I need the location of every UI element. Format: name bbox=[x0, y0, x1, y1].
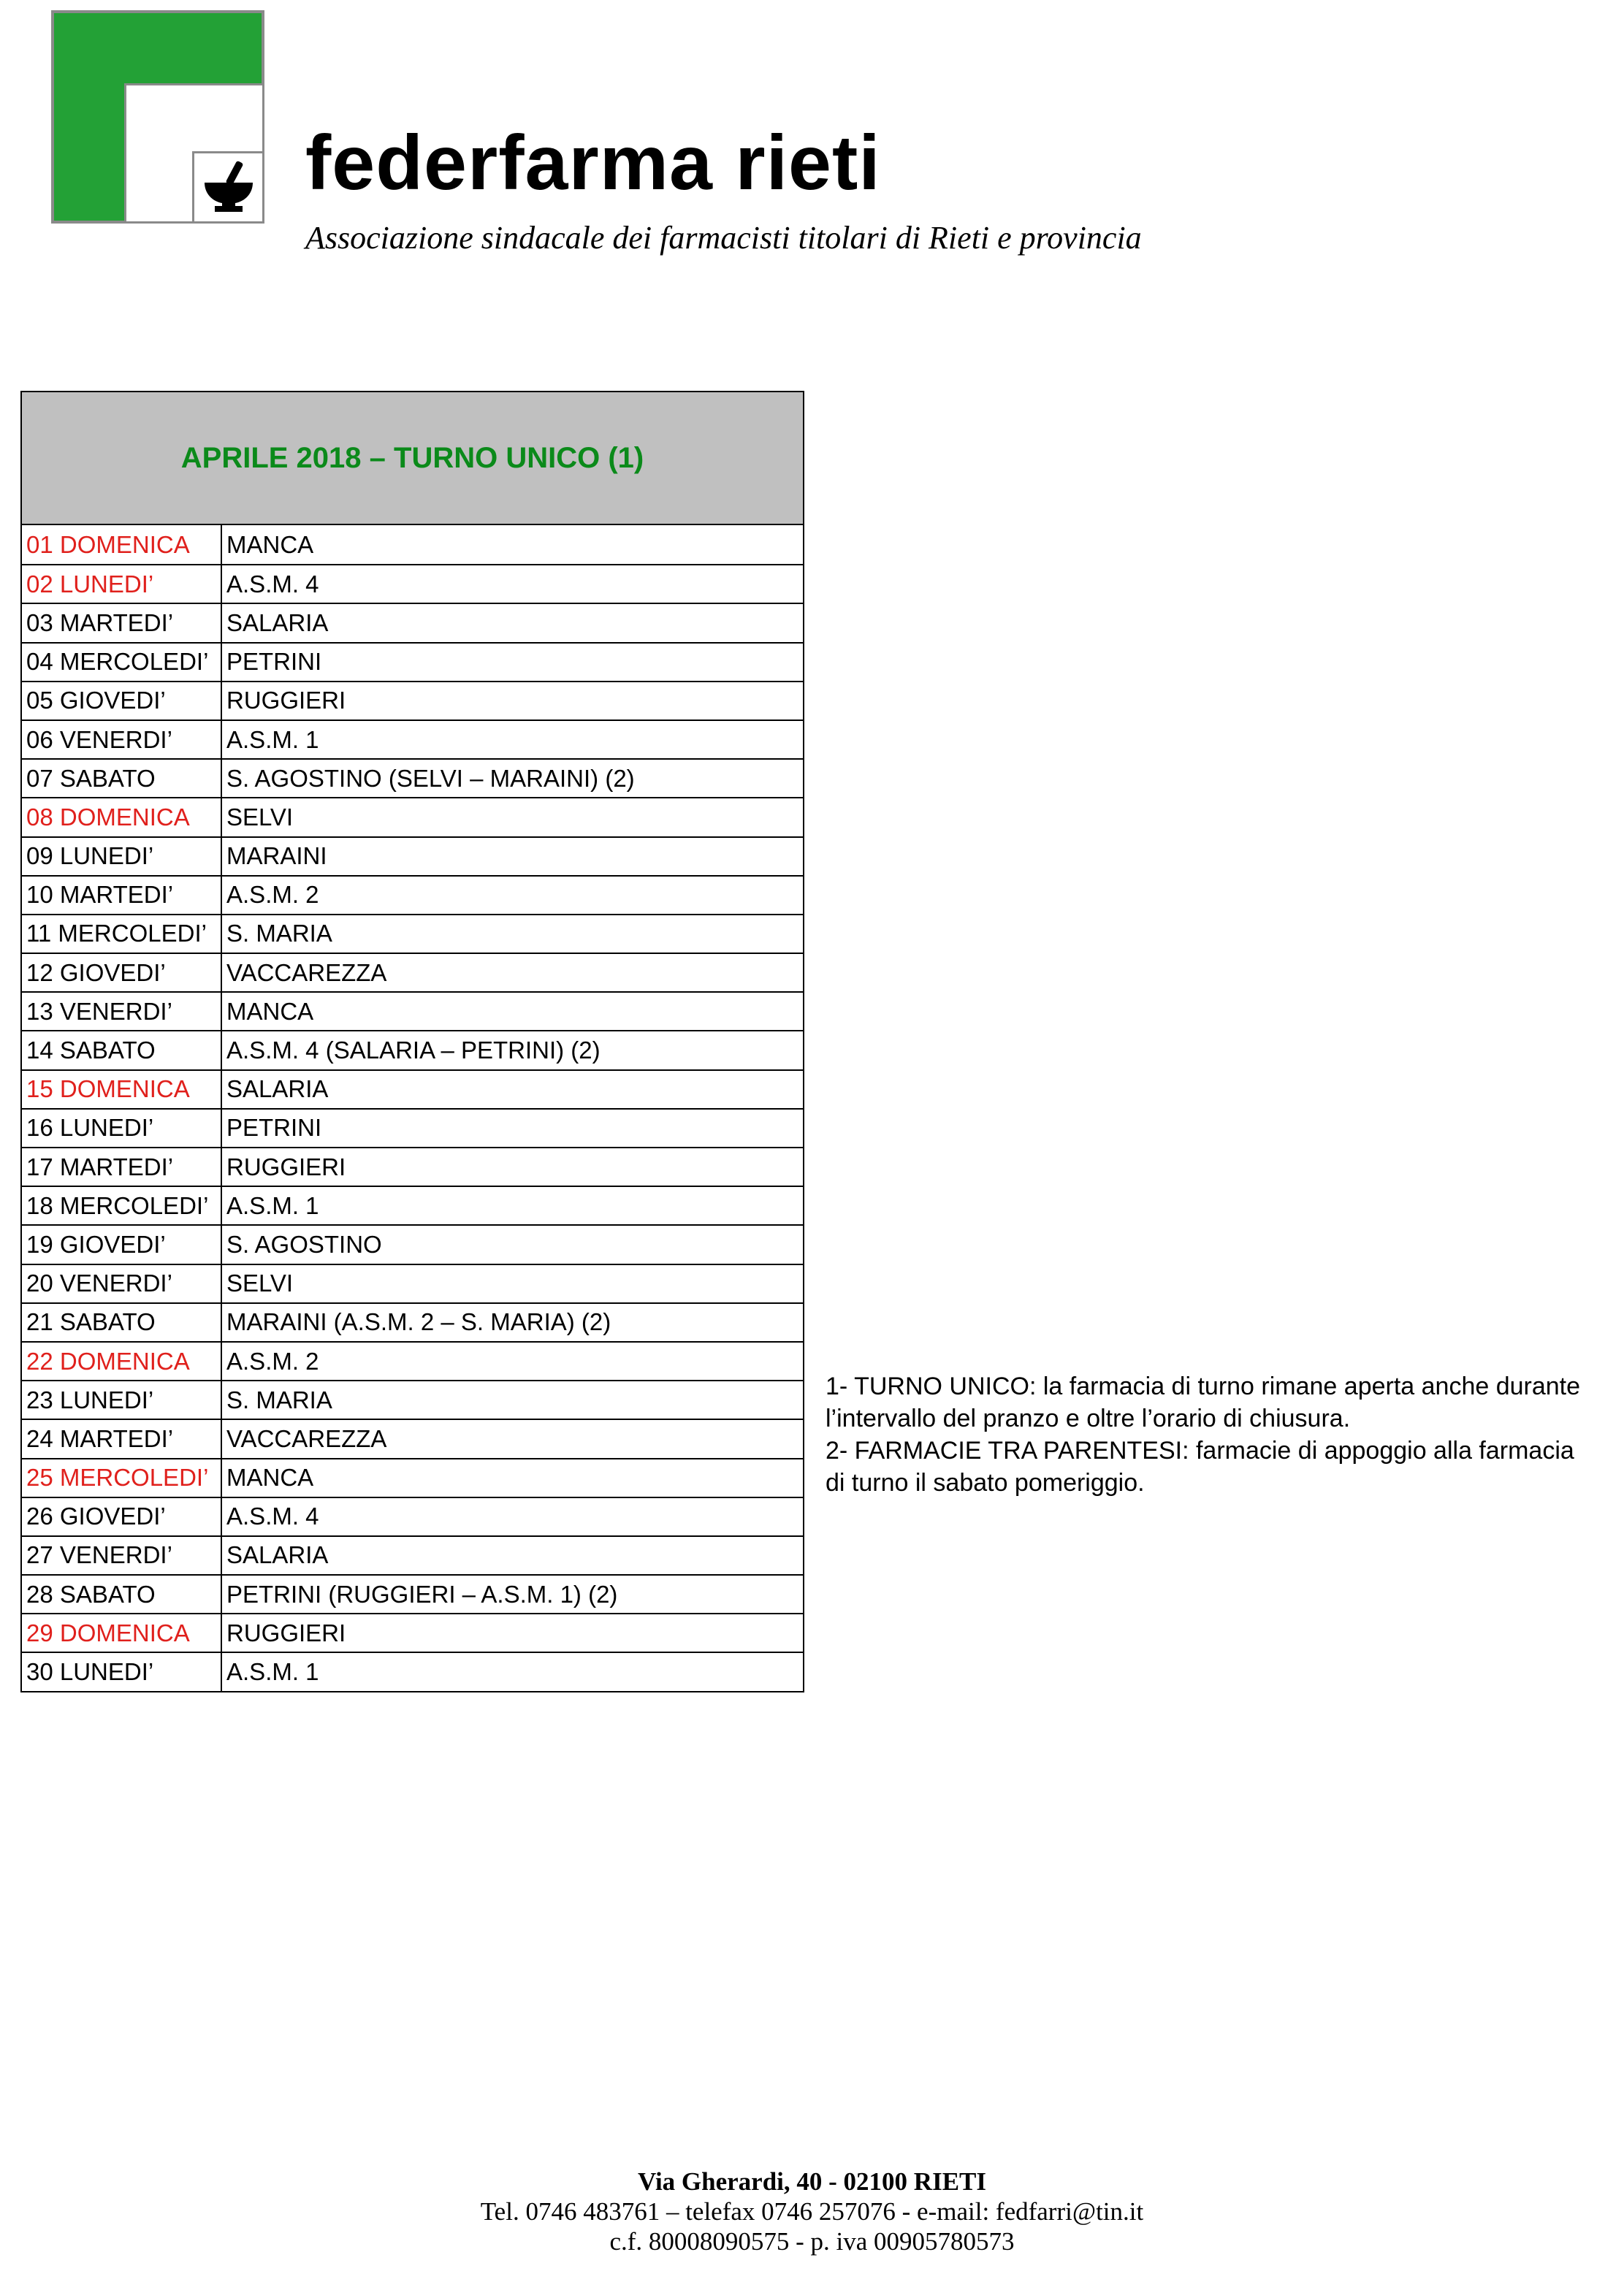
schedule-table bbox=[20, 391, 804, 1692]
day-cell: 13 VENERDI’ bbox=[22, 993, 222, 1030]
table-row bbox=[22, 564, 803, 603]
day-cell: 14 SABATO bbox=[22, 1031, 222, 1069]
brand-tagline: Associazione sindacale dei farmacisti titolari di Rieti e provincia bbox=[305, 220, 1142, 256]
day-cell: 11 MERCOLEDI’ bbox=[22, 915, 222, 953]
schedule-title: APRILE 2018 – TURNO UNICO (1) bbox=[180, 441, 644, 474]
day-cell: 08 DOMENICA bbox=[22, 798, 222, 836]
day-cell: 01 DOMENICA bbox=[22, 525, 222, 564]
day-cell: 12 GIOVEDI’ bbox=[22, 954, 222, 991]
day-cell: 07 SABATO bbox=[22, 760, 222, 797]
table-row bbox=[22, 1380, 803, 1419]
day-cell: 29 DOMENICA bbox=[22, 1614, 222, 1652]
table-row bbox=[22, 642, 803, 681]
schedule-header bbox=[22, 392, 803, 525]
pharmacy-cell: RUGGIERI bbox=[226, 1619, 346, 1646]
pharmacy-cell: SALARIA bbox=[226, 1075, 329, 1103]
pharmacy-cell: SALARIA bbox=[226, 608, 329, 636]
pharmacy-cell: RUGGIERI bbox=[226, 1153, 346, 1180]
pharmacy-cell: PETRINI bbox=[226, 648, 322, 676]
table-row bbox=[22, 758, 803, 797]
table-row bbox=[22, 875, 803, 914]
table-row bbox=[22, 1186, 803, 1224]
day-cell: 23 LUNEDI’ bbox=[22, 1381, 222, 1419]
logo-small-square bbox=[192, 151, 264, 224]
table-row bbox=[22, 1535, 803, 1574]
pharmacy-cell: A.S.M. 4 bbox=[226, 1503, 319, 1530]
table-row bbox=[22, 1224, 803, 1263]
pharmacy-cell: PETRINI (RUGGIERI – A.S.M. 1) (2) bbox=[226, 1580, 618, 1608]
table-row bbox=[22, 1264, 803, 1302]
day-cell: 05 GIOVEDI’ bbox=[22, 682, 222, 720]
pharmacy-cell: A.S.M. 4 (SALARIA – PETRINI) (2) bbox=[226, 1037, 601, 1064]
table-row bbox=[22, 1652, 803, 1690]
mortar-and-pestle-icon bbox=[199, 158, 259, 218]
pharmacy-cell: MANCA bbox=[226, 1464, 314, 1492]
pharmacy-cell: MARAINI (A.S.M. 2 – S. MARIA) (2) bbox=[226, 1308, 611, 1336]
pharmacy-cell: SELVI bbox=[226, 803, 294, 831]
table-row bbox=[22, 1613, 803, 1652]
day-cell: 15 DOMENICA bbox=[22, 1071, 222, 1108]
day-cell: 22 DOMENICA bbox=[22, 1343, 222, 1380]
note-farmacie-tra-parentesi: 2- FARMACIE TRA PARENTESI: farmacie di appoggio alla farmacia di turno il sabato pomeriggio. bbox=[826, 1437, 1574, 1497]
footer-fiscal: c.f. 80008090575 - p. iva 00905780573 bbox=[609, 2227, 1015, 2256]
table-row bbox=[22, 797, 803, 836]
pharmacy-cell: A.S.M. 1 bbox=[226, 725, 319, 753]
pharmacy-cell: MARAINI bbox=[226, 842, 327, 870]
pharmacy-cell: PETRINI bbox=[226, 1114, 322, 1142]
day-cell: 06 VENERDI’ bbox=[22, 721, 222, 758]
day-cell: 21 SABATO bbox=[22, 1304, 222, 1341]
day-cell: 27 VENERDI’ bbox=[22, 1537, 222, 1574]
table-row bbox=[22, 914, 803, 953]
table-row bbox=[22, 603, 803, 641]
day-cell: 16 LUNEDI’ bbox=[22, 1110, 222, 1147]
logo bbox=[51, 10, 270, 229]
footer bbox=[0, 2167, 1624, 2256]
day-cell: 02 LUNEDI’ bbox=[22, 565, 222, 603]
day-cell: 18 MERCOLEDI’ bbox=[22, 1187, 222, 1224]
pharmacy-cell: SALARIA bbox=[226, 1541, 329, 1569]
pharmacy-cell: SELVI bbox=[226, 1270, 294, 1297]
pharmacy-cell: VACCAREZZA bbox=[226, 1424, 387, 1452]
pharmacy-cell: MANCA bbox=[226, 997, 314, 1025]
pharmacy-cell: VACCAREZZA bbox=[226, 958, 387, 986]
table-row bbox=[22, 1419, 803, 1457]
table-row bbox=[22, 953, 803, 991]
pharmacy-cell: S. MARIA bbox=[226, 920, 332, 947]
table-row bbox=[22, 1069, 803, 1108]
day-cell: 30 LUNEDI’ bbox=[22, 1653, 222, 1690]
day-cell: 04 MERCOLEDI’ bbox=[22, 644, 222, 681]
pharmacy-cell: S. AGOSTINO (SELVI – MARAINI) (2) bbox=[226, 764, 635, 792]
table-row bbox=[22, 836, 803, 875]
day-cell: 26 GIOVEDI’ bbox=[22, 1498, 222, 1535]
note-turno-unico: 1- TURNO UNICO: la farmacia di turno rimane aperta anche durante l’intervallo del pranzo e oltre l’orario di chiusura. bbox=[826, 1373, 1581, 1432]
table-row bbox=[22, 1302, 803, 1341]
footer-contacts: Tel. 0746 483761 – telefax 0746 257076 - e-mail: fedfarri@tin.it bbox=[480, 2197, 1144, 2226]
table-row bbox=[22, 681, 803, 720]
brand-name: federfarma rieti bbox=[305, 120, 881, 206]
day-cell: 24 MARTEDI’ bbox=[22, 1420, 222, 1457]
pharmacy-cell: S. AGOSTINO bbox=[226, 1230, 382, 1258]
table-row bbox=[22, 991, 803, 1030]
notes bbox=[826, 1370, 1600, 1499]
schedule-rows bbox=[22, 525, 803, 1691]
table-row bbox=[22, 1147, 803, 1186]
pharmacy-cell: MANCA bbox=[226, 530, 314, 558]
day-cell: 25 MERCOLEDI’ bbox=[22, 1459, 222, 1497]
table-row bbox=[22, 1458, 803, 1497]
day-cell: 17 MARTEDI’ bbox=[22, 1148, 222, 1186]
pharmacy-cell: A.S.M. 4 bbox=[226, 570, 319, 598]
table-row bbox=[22, 1030, 803, 1069]
day-cell: 10 MARTEDI’ bbox=[22, 877, 222, 914]
day-cell: 20 VENERDI’ bbox=[22, 1265, 222, 1302]
table-row bbox=[22, 1574, 803, 1613]
table-row bbox=[22, 1497, 803, 1535]
day-cell: 09 LUNEDI’ bbox=[22, 838, 222, 875]
pharmacy-cell: A.S.M. 1 bbox=[226, 1191, 319, 1219]
pharmacy-cell: RUGGIERI bbox=[226, 687, 346, 714]
day-cell: 03 MARTEDI’ bbox=[22, 604, 222, 641]
day-cell: 28 SABATO bbox=[22, 1576, 222, 1613]
pharmacy-cell: A.S.M. 1 bbox=[226, 1658, 319, 1686]
table-row bbox=[22, 1108, 803, 1147]
pharmacy-cell: A.S.M. 2 bbox=[226, 1347, 319, 1375]
pharmacy-cell: S. MARIA bbox=[226, 1386, 332, 1413]
table-row bbox=[22, 525, 803, 564]
table-row bbox=[22, 720, 803, 758]
day-cell: 19 GIOVEDI’ bbox=[22, 1226, 222, 1263]
table-row bbox=[22, 1341, 803, 1380]
pharmacy-cell: A.S.M. 2 bbox=[226, 881, 319, 909]
footer-address: Via Gherardi, 40 - 02100 RIETI bbox=[637, 2167, 987, 2196]
